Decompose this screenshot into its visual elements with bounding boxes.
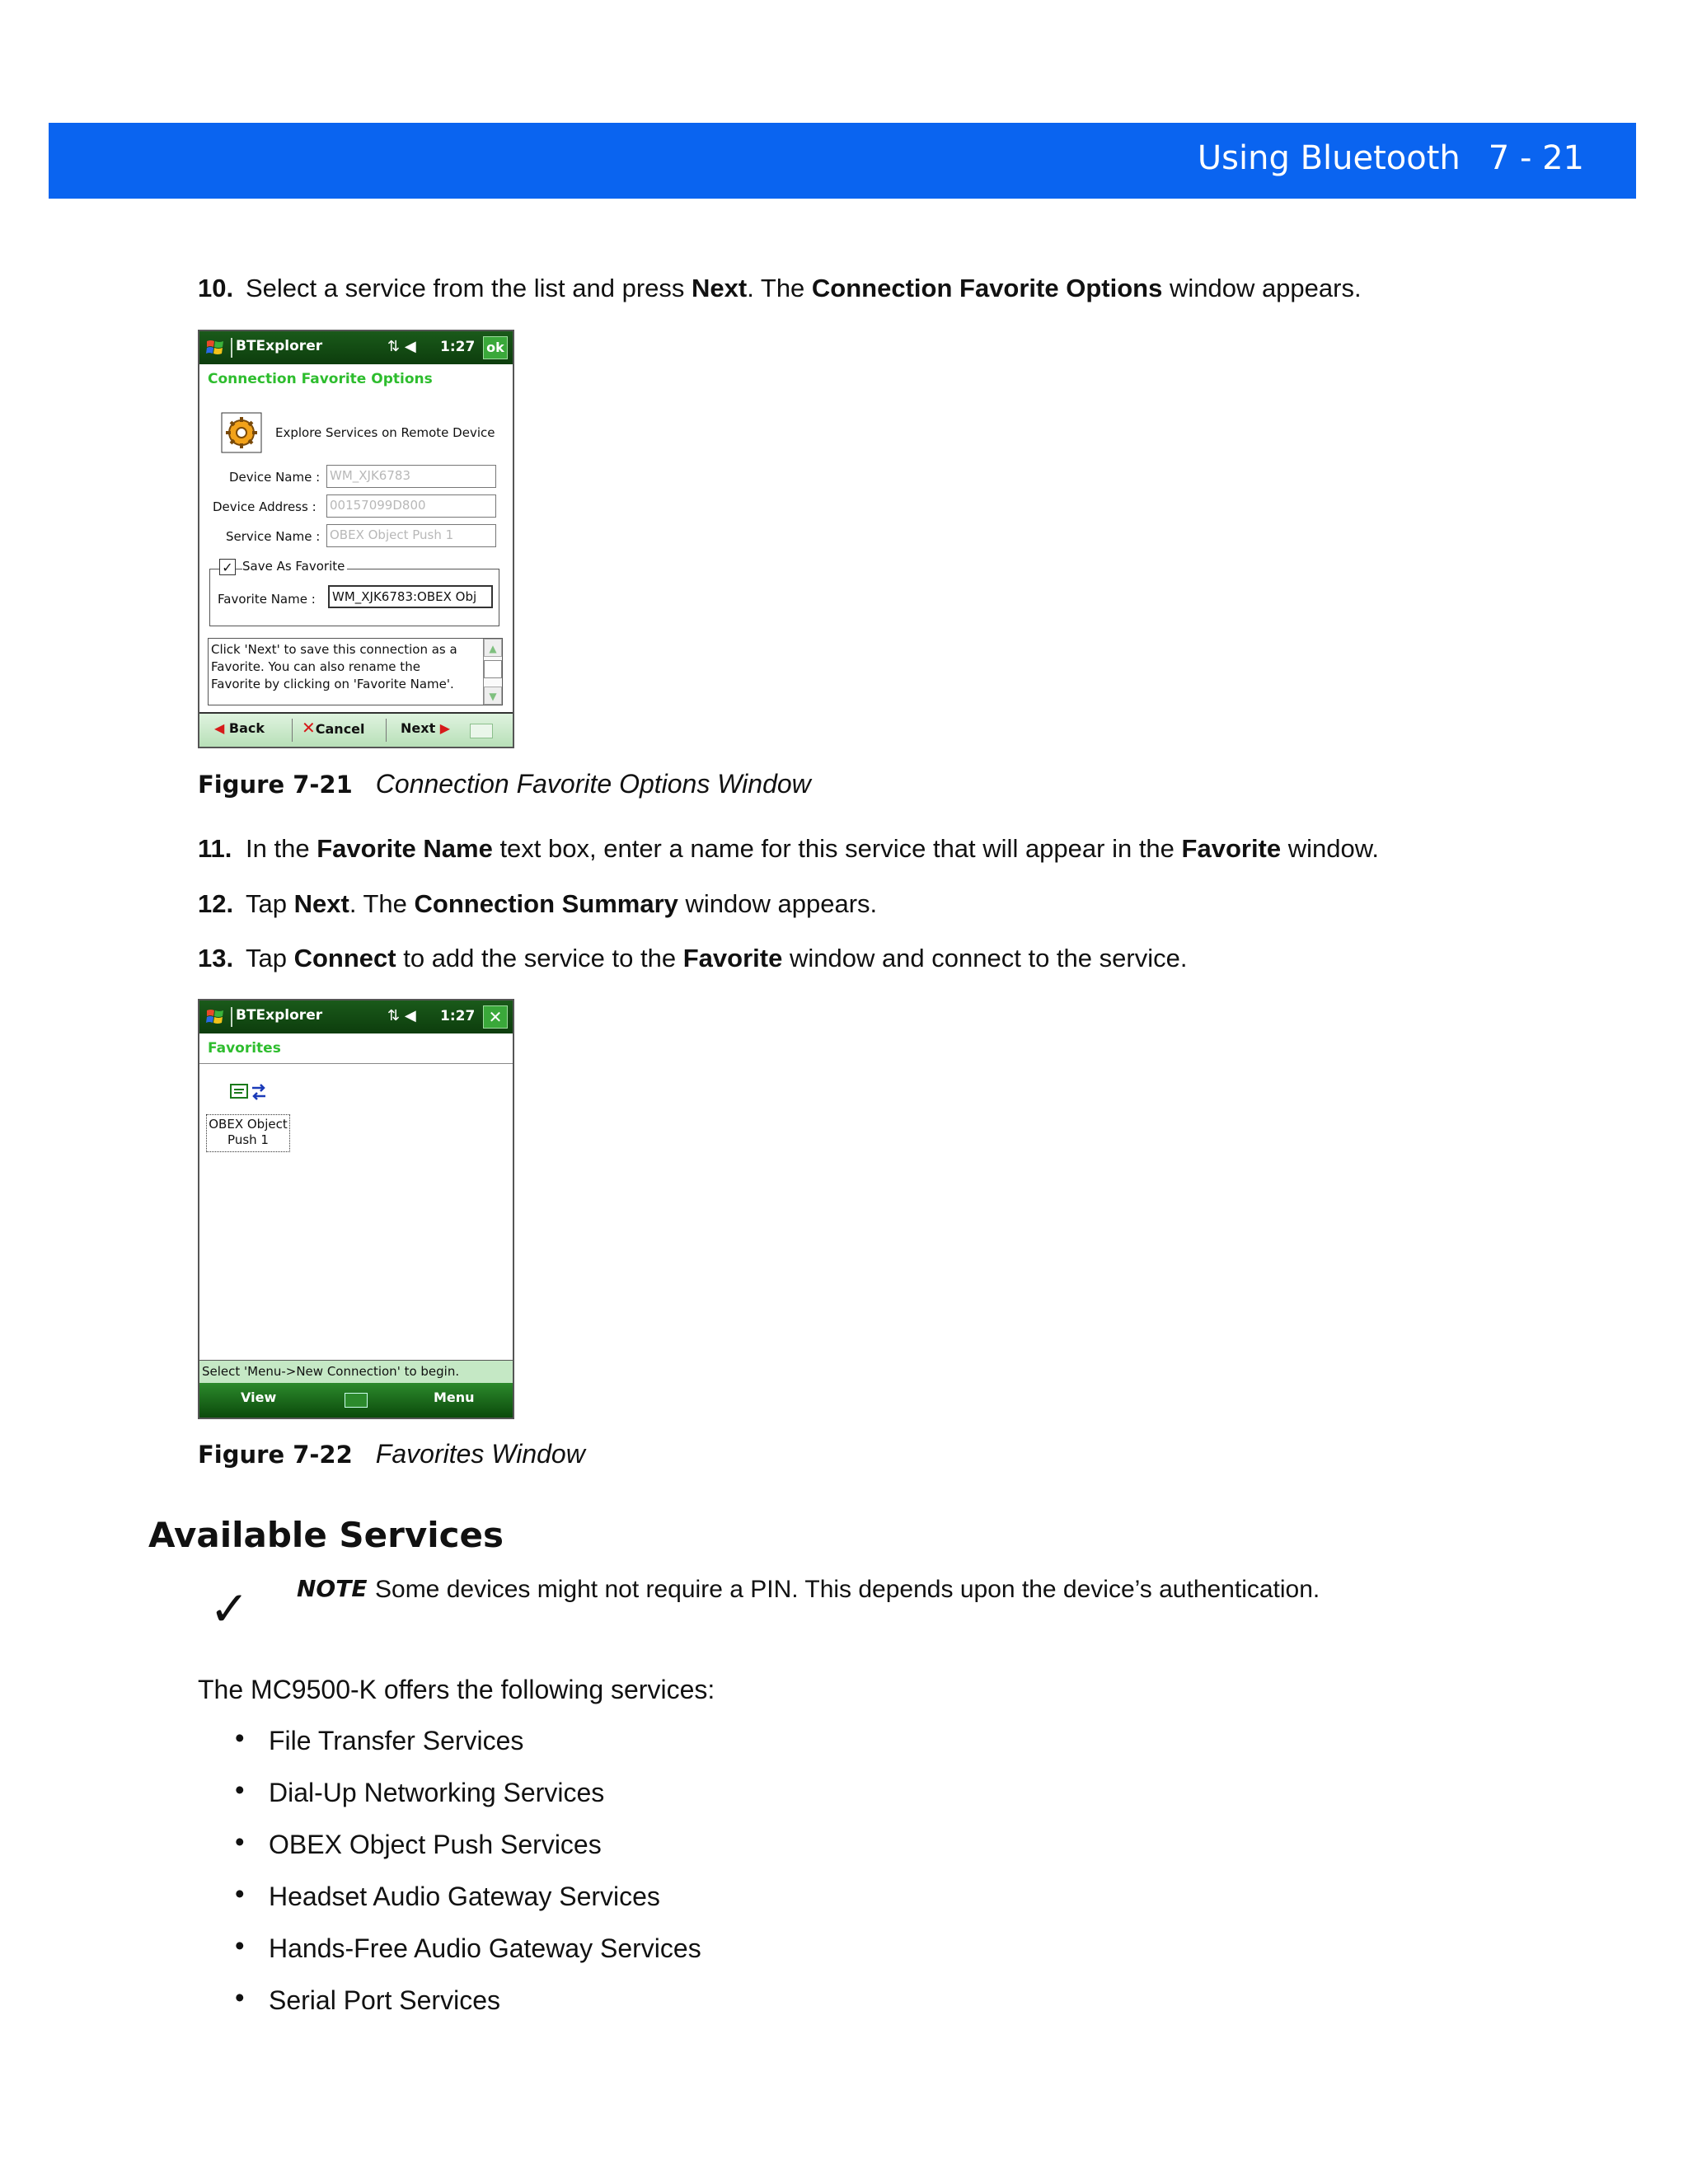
note-text: Some devices might not require a PIN. This depends upon the device’s authentication. (375, 1576, 1320, 1603)
step-text: Tap (246, 944, 294, 972)
figure-title: Connection Favorite Options Window (375, 769, 811, 799)
step-text: to add the service to the (396, 944, 683, 972)
help-scrollbar[interactable] (483, 639, 502, 705)
service-name-field: OBEX Object Push 1 (326, 524, 496, 547)
step-bold-term: Favorite Name (316, 834, 493, 863)
step-bold-term: Favorite (682, 944, 783, 972)
keyboard-icon[interactable] (345, 1393, 368, 1408)
step-text: In the (246, 834, 317, 863)
device-name-label: Device Name : (229, 470, 321, 485)
clock: 1:27 (440, 339, 476, 355)
header-text (1198, 139, 1584, 177)
step-bold-term: Connection Favorite Options (811, 274, 1163, 302)
page-header (49, 123, 1636, 199)
favorite-name-label: Favorite Name : (218, 592, 316, 607)
bullet-icon: • (235, 1878, 245, 1909)
windows-start-icon (204, 1006, 226, 1028)
step-number: 12. (198, 889, 234, 918)
header-section: Using Bluetooth (1197, 139, 1461, 177)
bullet-icon: • (235, 1774, 245, 1805)
bullet-icon: • (235, 1826, 245, 1857)
favorite-item-line2: Push 1 (227, 1132, 269, 1147)
header-page-number: 7 - 21 (1488, 139, 1584, 177)
bullet-icon: • (235, 1722, 245, 1753)
step-10 (198, 274, 1362, 303)
favorite-item-obex-object-push[interactable] (206, 1114, 290, 1152)
separator (386, 719, 387, 742)
connectivity-icon: ⇅ (387, 1007, 401, 1024)
app-title: BTExplorer (236, 1007, 323, 1024)
note-label: NOTE (297, 1575, 368, 1602)
figure-label: Figure 7-21 (198, 771, 353, 799)
section-heading: Available Services (148, 1515, 504, 1555)
softkey-bar (199, 1383, 513, 1418)
signal-volume-icons (387, 1007, 416, 1024)
menu-softkey[interactable]: Menu (434, 1390, 475, 1405)
device-address-field: 00157099D800 (326, 494, 496, 518)
close-icon[interactable]: ✕ (483, 1005, 508, 1029)
service-item: Headset Audio Gateway Services (269, 1882, 660, 1911)
service-item: Hands-Free Audio Gateway Services (269, 1933, 701, 1963)
save-as-favorite-label: Save As Favorite (242, 559, 347, 574)
next-button[interactable] (401, 720, 450, 736)
step-bold-term: Next (692, 274, 748, 302)
connectivity-icon: ⇅ (387, 338, 401, 355)
step-number: 11. (198, 834, 232, 863)
note-check-icon: ✓ (209, 1582, 250, 1636)
cancel-label: Cancel (315, 721, 365, 737)
service-item: OBEX Object Push Services (269, 1830, 602, 1859)
help-text: Click 'Next' to save this connection as a Favorite. You can also rename the Favorite by clicking on 'Favorite Name'. (211, 642, 457, 691)
step-text: . The (747, 274, 812, 302)
bullet-icon: • (235, 1982, 245, 2013)
figure-7-21-caption (198, 769, 811, 799)
step-text: . The (349, 889, 415, 918)
step-text: Select a service from the list and press (246, 274, 692, 302)
step-bold-term: Next (293, 889, 349, 918)
keyboard-icon[interactable] (470, 724, 493, 738)
title-divider (199, 1063, 513, 1064)
cancel-button[interactable] (302, 718, 365, 738)
view-softkey[interactable]: View (241, 1390, 277, 1405)
title-separator (231, 1007, 232, 1027)
title-separator (231, 338, 232, 358)
step-12 (198, 889, 877, 919)
step-text: window and connect to the service. (782, 944, 1188, 972)
wizard-button-bar (199, 712, 513, 747)
bullet-icon: • (235, 1930, 245, 1961)
scroll-down-icon[interactable]: ▼ (484, 687, 502, 705)
signal-volume-icons (387, 338, 416, 355)
back-arrow-icon: ◀ (214, 720, 225, 736)
volume-icon: ◀ (404, 1007, 416, 1024)
screen-title: Connection Favorite Options (208, 371, 433, 387)
explore-services-text: Explore Services on Remote Device (275, 425, 495, 440)
help-text-box (208, 638, 503, 705)
step-text: window. (1281, 834, 1380, 863)
explore-services-icon (221, 412, 262, 453)
favorite-name-input[interactable]: WM_XJK6783:OBEX Obj (328, 585, 493, 608)
services-intro: The MC9500-K offers the following services: (198, 1675, 715, 1704)
step-bold-term: Connection Summary (414, 889, 678, 918)
back-label: Back (228, 720, 265, 736)
step-text: window appears. (678, 889, 878, 918)
save-as-favorite-checkbox[interactable]: ✓ (219, 559, 236, 575)
step-number: 10. (198, 274, 234, 302)
favorite-connection-icon[interactable] (229, 1081, 269, 1103)
figure-label: Figure 7-22 (198, 1441, 353, 1469)
step-text: window appears. (1162, 274, 1362, 302)
step-number: 13. (198, 944, 234, 972)
service-item: Serial Port Services (269, 1985, 500, 2015)
next-label: Next (401, 720, 436, 736)
step-text: text box, enter a name for this service that will appear in the (492, 834, 1182, 863)
app-title: BTExplorer (236, 338, 323, 354)
ok-button[interactable]: ok (483, 336, 508, 359)
separator (292, 719, 293, 742)
connection-favorite-options-screenshot (198, 330, 514, 748)
device-name-field: WM_XJK6783 (326, 465, 496, 488)
service-item: Dial-Up Networking Services (269, 1778, 605, 1807)
favorite-item-line1: OBEX Object (209, 1117, 288, 1132)
step-11 (198, 834, 1379, 864)
clock: 1:27 (440, 1008, 476, 1024)
figure-7-22-caption (198, 1439, 585, 1469)
title-bar (199, 1001, 513, 1033)
step-bold-term: Connect (293, 944, 396, 972)
device-address-label: Device Address : (213, 499, 316, 514)
status-line: Select 'Menu->New Connection' to begin. (199, 1360, 513, 1385)
service-name-label: Service Name : (226, 529, 321, 544)
title-bar (199, 331, 513, 364)
cancel-x-icon: ✕ (302, 718, 316, 738)
scroll-up-icon[interactable]: ▲ (484, 639, 502, 657)
service-item: File Transfer Services (269, 1726, 524, 1755)
favorites-window-screenshot (198, 999, 514, 1419)
step-text: Tap (246, 889, 294, 918)
step-bold-term: Favorite (1181, 834, 1282, 863)
back-button[interactable] (214, 720, 265, 736)
step-13 (198, 944, 1187, 973)
scroll-thumb[interactable] (484, 660, 502, 678)
next-arrow-icon: ▶ (439, 720, 451, 736)
screen-title: Favorites (208, 1040, 281, 1057)
volume-icon: ◀ (404, 338, 416, 355)
windows-start-icon (204, 337, 226, 359)
figure-title: Favorites Window (375, 1439, 585, 1469)
